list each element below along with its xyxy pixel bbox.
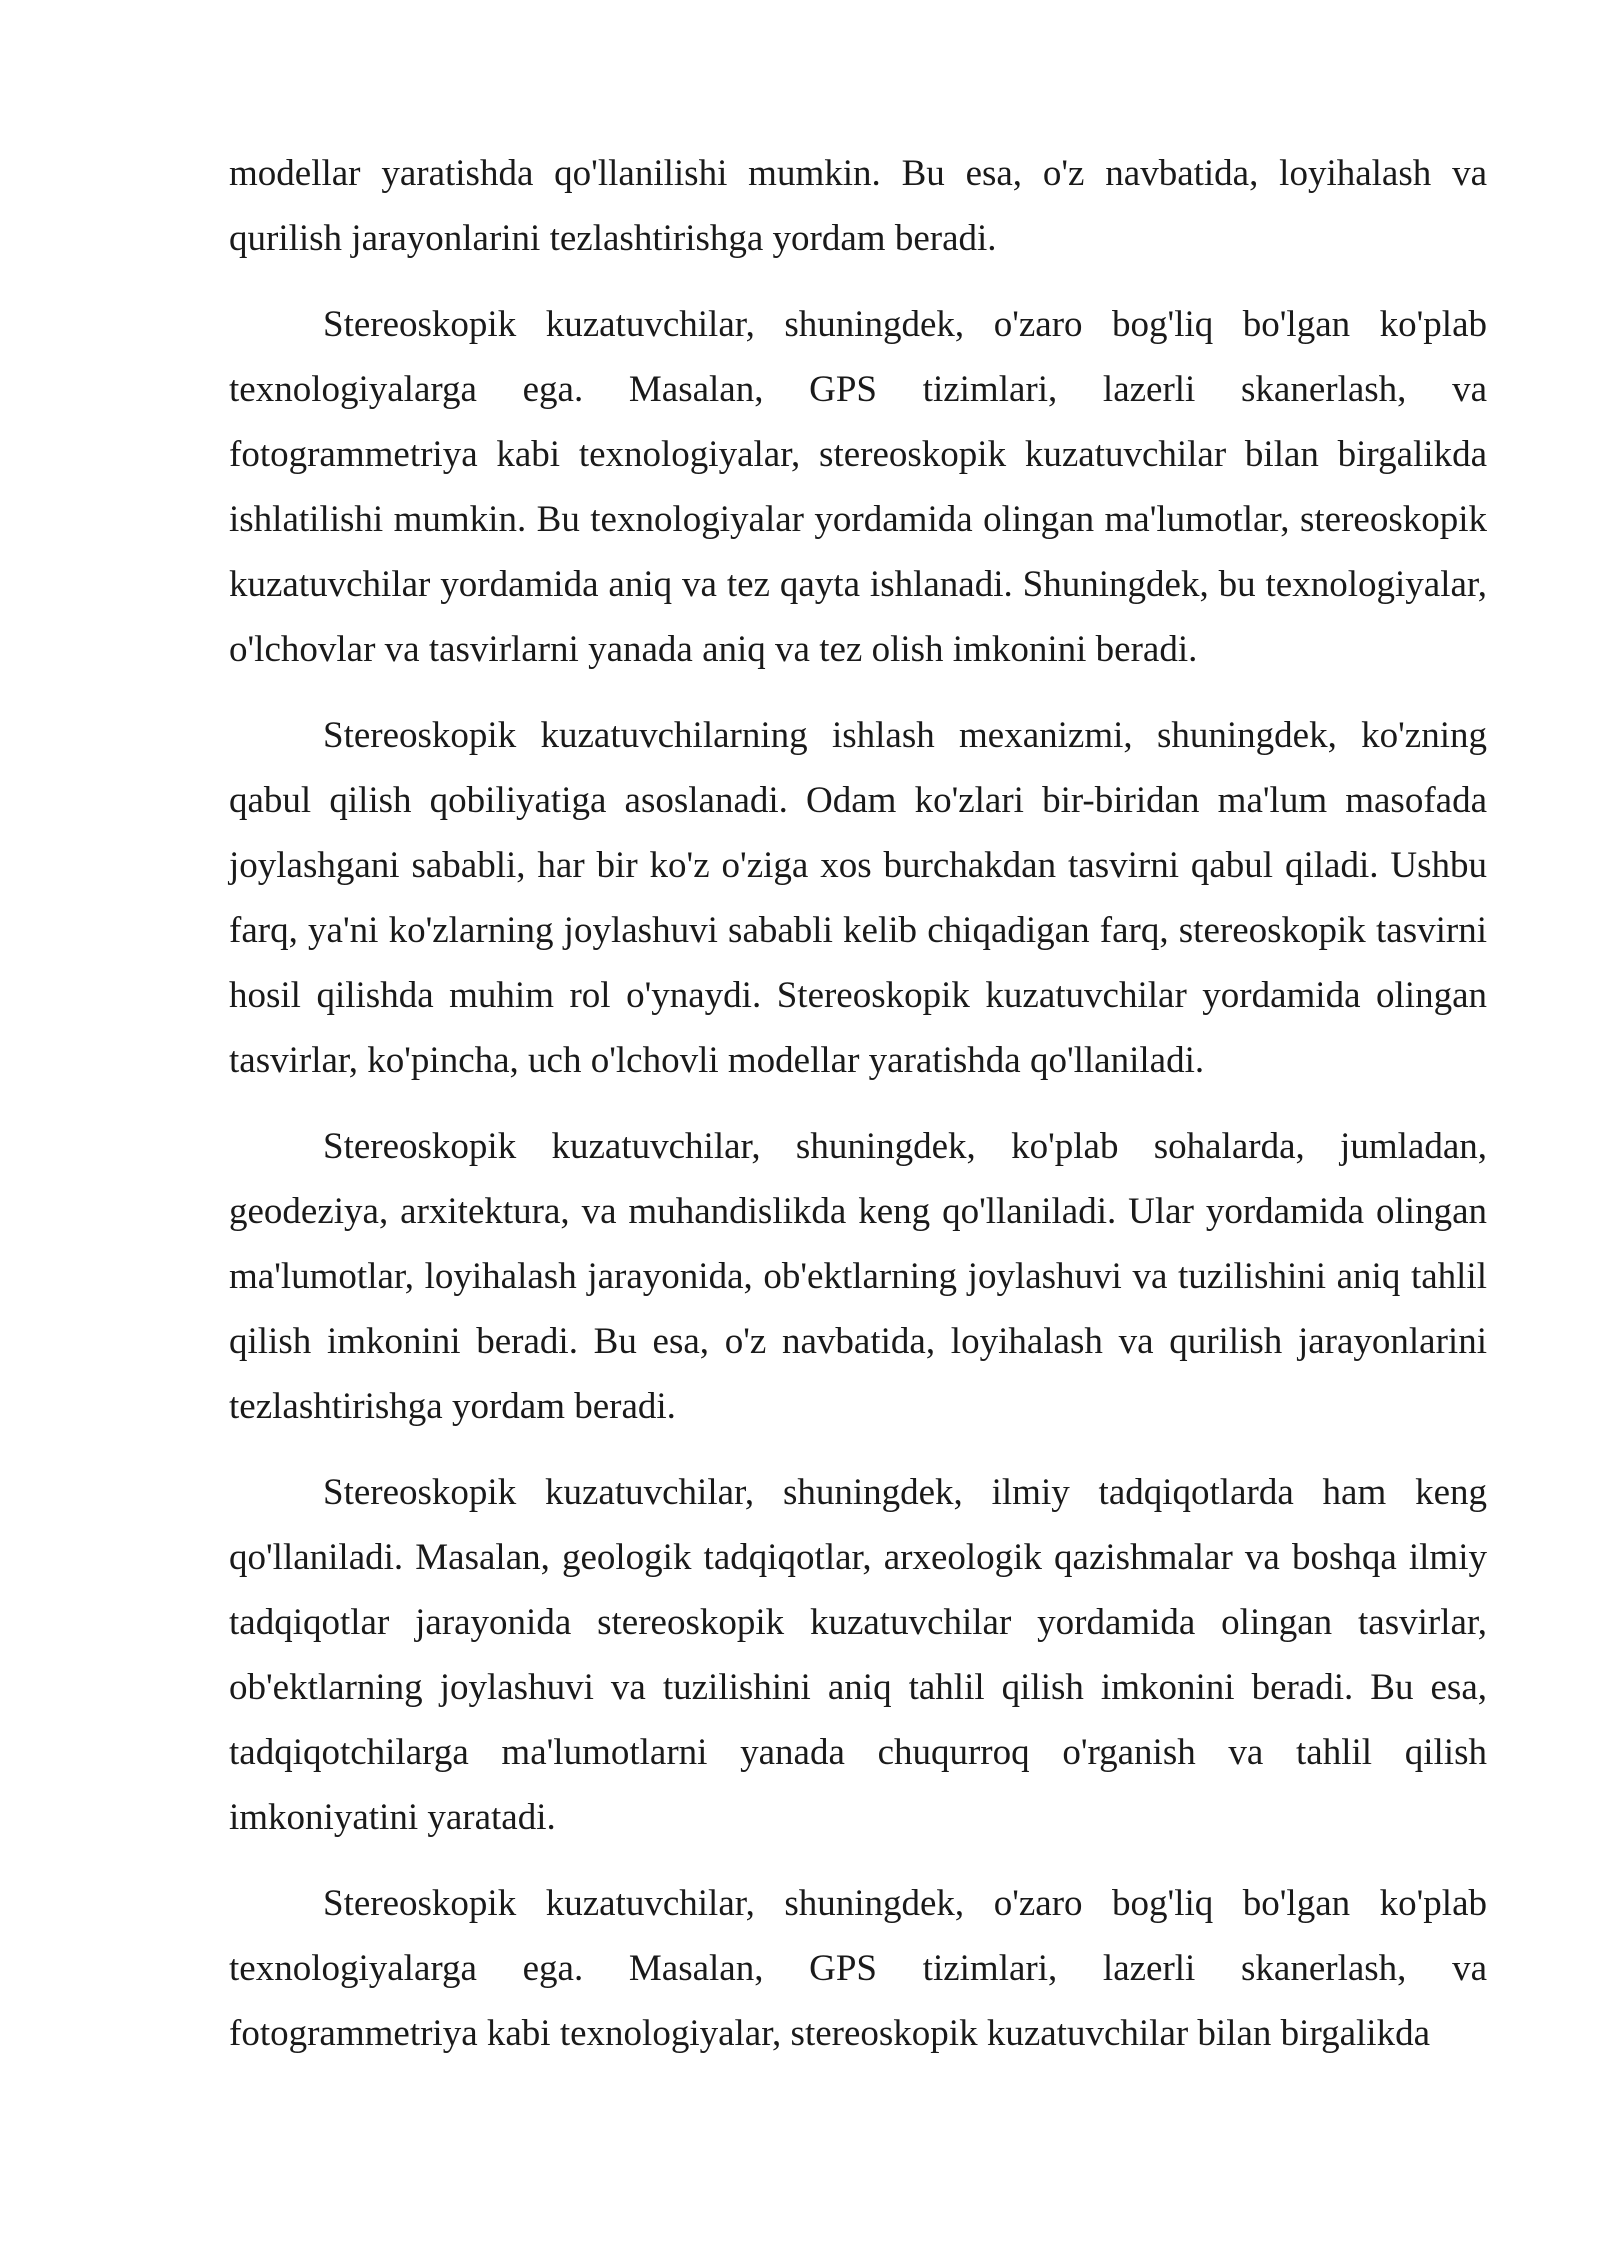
paragraph-4: Stereoskopik kuzatuvchilar, shuningdek, ko'plab sohalarda, jumladan, geodeziya, arxitektura, va muhandislikda keng qo'llaniladi. Ular yordamida olingan ma'lumotlar, loyihalash jarayonida, ob'ektlarning joylashuvi va tuzilishini aniq tahlil qilish imkonini beradi. Bu esa, o'z navbatida, loyihalash va qurilish jarayonlarini tezlashtirishga yordam beradi. xyxy=(229,1126,1487,1427)
paragraph-1: modellar yaratishda qo'llanilishi mumkin. Bu esa, o'z navbatida, loyihalash va qurilish jarayonlarini tezlashtirishga yordam beradi. xyxy=(229,153,1487,259)
paragraph-5: Stereoskopik kuzatuvchilar, shuningdek, ilmiy tadqiqotlarda ham keng qo'llaniladi. Masalan, geologik tadqiqotlar, arxeologik qazishmalar va boshqa ilmiy tadqiqotlar jarayonida stereoskopik kuzatuvchilar yordamida olingan tasvirlar, ob'ektlarning joylashuvi va tuzilishini aniq tahlil qilish imkonini beradi. Bu esa, tadqiqotchilarga ma'lumotlarni yanada chuqurroq o'rganish va tahlil qilish imkoniyatini yaratadi. xyxy=(229,1472,1487,1838)
paragraph-3: Stereoskopik kuzatuvchilarning ishlash mexanizmi, shuningdek, ko'zning qabul qilish qobiliyatiga asoslanadi. Odam ko'zlari bir-biridan ma'lum masofada joylashgani sababli, har bir ko'z o'ziga xos burchakdan tasvirni qabul qiladi. Ushbu farq, ya'ni ko'zlarning joylashuvi sababli kelib chiqadigan farq, stereoskopik tasvirni hosil qilishda muhim rol o'ynaydi. Stereoskopik kuzatuvchilar yordamida olingan tasvirlar, ko'pincha, uch o'lchovli modellar yaratishda qo'llaniladi. xyxy=(229,715,1487,1081)
paragraph-2: Stereoskopik kuzatuvchilar, shuningdek, o'zaro bog'liq bo'lgan ko'plab texnologiyalarga ega. Masalan, GPS tizimlari, lazerli skanerlash, va fotogrammetriya kabi texnologiyalar, stereoskopik kuzatuvchilar bilan birgalikda ishlatilishi mumkin. Bu texnologiyalar yordamida olingan ma'lumotlar, stereoskopik kuzatuvchilar yordamida aniq va tez qayta ishlanadi. Shuningdek, bu texnologiyalar, o'lchovlar va tasvirlarni yanada aniq va tez olish imkonini beradi. xyxy=(229,304,1487,670)
paragraph-6: Stereoskopik kuzatuvchilar, shuningdek, o'zaro bog'liq bo'lgan ko'plab texnologiyalarga ega. Masalan, GPS tizimlari, lazerli skanerlash, va fotogrammetriya kabi texnologiyalar, stereoskopik kuzatuvchilar bilan birgalikda xyxy=(229,1883,1487,2054)
document-body xyxy=(229,141,1487,2066)
